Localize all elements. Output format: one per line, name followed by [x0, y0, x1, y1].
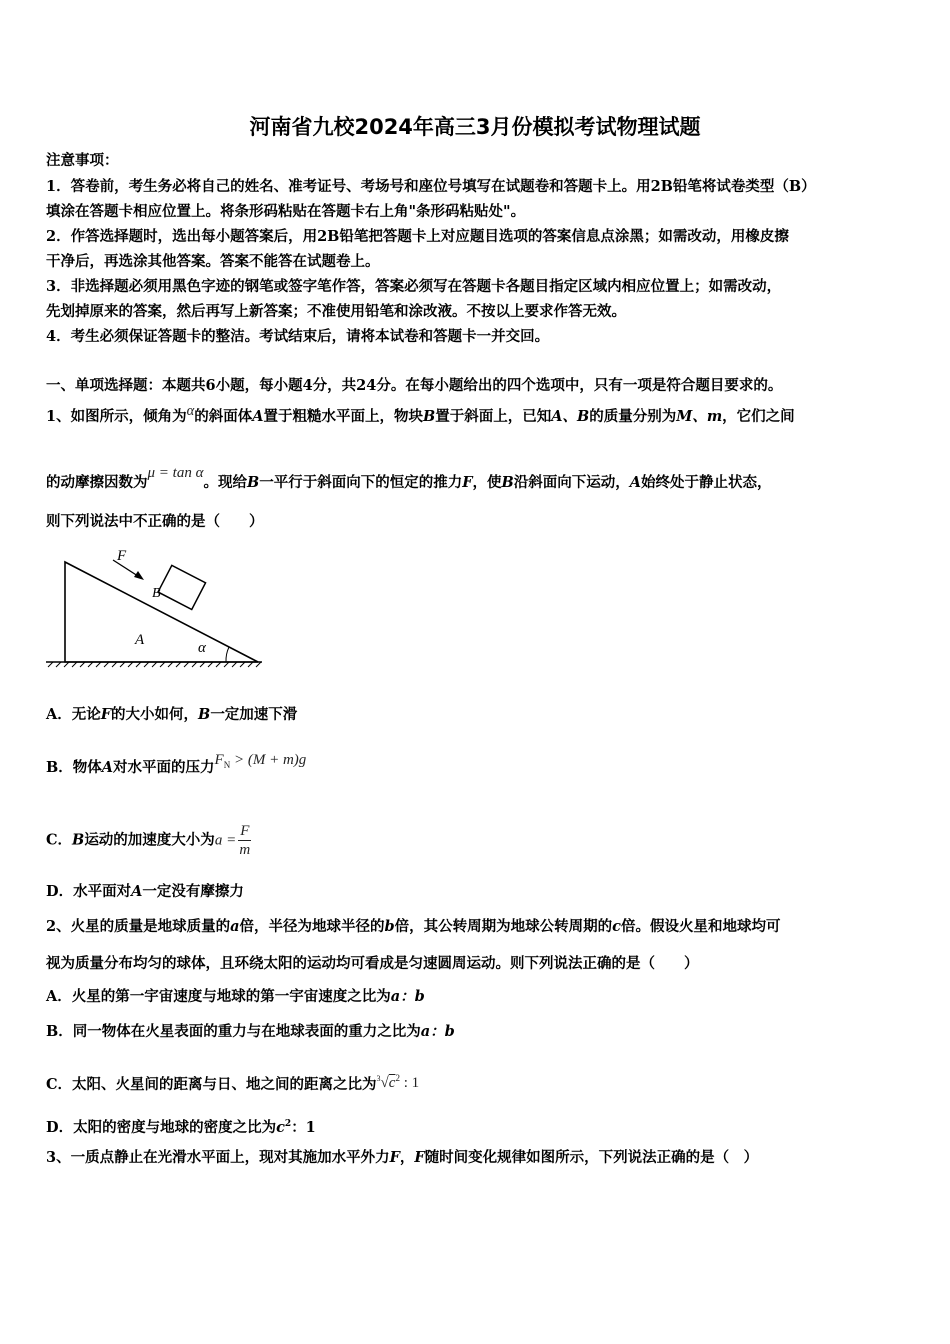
q1-stem-line3: 则下列说法中不正确的是（ ）	[46, 513, 264, 530]
notice-line: 4．考生必须保证答题卡的整洁。考试结束后，请将本试卷和答题卡一并交回。	[46, 328, 550, 345]
q1-option-d: D．水平面对A一定没有摩擦力	[46, 883, 244, 900]
mu-formula: μ = tan α	[147, 465, 204, 481]
incline-triangle	[65, 562, 258, 662]
q2-option-b: B．同一物体在火星表面的重力与在地球表面的重力之比为a：b	[46, 1023, 455, 1040]
label-f: F	[117, 548, 127, 564]
label-a: A	[135, 632, 145, 648]
q2-stem-line1: 2、火星的质量是地球质量的a倍，半径为地球半径的b倍，其公转周期为地球公转周期的c倍。假设火星和地球均可	[46, 918, 781, 935]
page-title: 河南省九校2024年高三3月份模拟考试物理试题	[249, 115, 701, 139]
q2-option-c: C．太阳、火星间的距离与日、地之间的距离之比为$^3√c^2$ : 1	[46, 1073, 420, 1093]
q2-option-a: A．火星的第一宇宙速度与地球的第一宇宙速度之比为a：b	[46, 988, 425, 1005]
acceleration-fraction: $\frac{F}{m}$	[239, 823, 251, 858]
q2-stem-line2: 视为质量分布均匀的球体，且环绕太阳的运动均可看成是匀速圆周运动。则下列说法正确的是（ ）	[46, 955, 699, 972]
label-alpha: α	[198, 640, 206, 656]
label-b: B	[152, 586, 161, 601]
block-b	[158, 565, 206, 609]
q3-stem-line1: 3、一质点静止在光滑水平面上，现对其施加水平外力F，F随时间变化规律如图所示，下列说法正确的是（ ）	[46, 1149, 759, 1166]
q1-option-a: A．无论F的大小如何，B一定加速下滑	[46, 706, 298, 723]
force-arrowhead	[134, 571, 144, 580]
notice-line: 填涂在答题卡相应位置上。将条形码粘贴在答题卡右上角"条形码粘贴处"。	[46, 203, 526, 220]
notice-heading: 注意事项：	[46, 152, 119, 169]
cube-root-formula: $^3√c^2$ : 1	[376, 1073, 420, 1091]
angle-arc	[226, 647, 229, 662]
q1-option-c: C．B运动的加速度大小为a = $\frac{F}{m}$	[46, 823, 251, 858]
notice-line: 先划掉原来的答案，然后再写上新答案；不准使用铅笔和涂改液。不按以上要求作答无效。	[46, 303, 626, 320]
normal-force-formula: $F_N > (M + m)g$	[214, 752, 307, 770]
q2-option-d: D．太阳的密度与地球的密度之比为$c^2$：1	[46, 1118, 316, 1136]
section-heading: 一、单项选择题：本题共6小题，每小题4分，共24分。在每小题给出的四个选项中，只有一项是符合题目要求的。	[46, 377, 783, 394]
q1-option-b: B．物体A对水平面的压力$F_N > (M + m)g$	[46, 752, 307, 776]
notice-line: 2．作答选择题时，选出每小题答案后，用2B铅笔把答题卡上对应题目选项的答案信息点涂黑；如需改动，用橡皮擦	[46, 228, 789, 245]
q1-stem-line2: 的动摩擦因数为μ = tan α。现给B一平行于斜面向下的恒定的推力F，使B沿斜面向下运动，A始终处于静止状态，	[46, 465, 772, 491]
notice-line: 1．答卷前，考生务必将自己的姓名、准考证号、考场号和座位号填写在试题卷和答题卡上。用2B铅笔将试卷类型（B）	[46, 178, 816, 195]
incline-figure	[40, 540, 270, 672]
q1-stem-line1: 1、如图所示，倾角为α的斜面体A置于粗糙水平面上，物块B置于斜面上，已知A、B的质量分别为M、m，它们之间	[46, 403, 795, 425]
notice-line: 3．非选择题必须用黑色字迹的钢笔或签字笔作答，答案必须写在答题卡各题目指定区域内相应位置上；如需改动，	[46, 278, 782, 295]
notice-line: 干净后，再选涂其他答案。答案不能答在试题卷上。	[46, 253, 380, 270]
